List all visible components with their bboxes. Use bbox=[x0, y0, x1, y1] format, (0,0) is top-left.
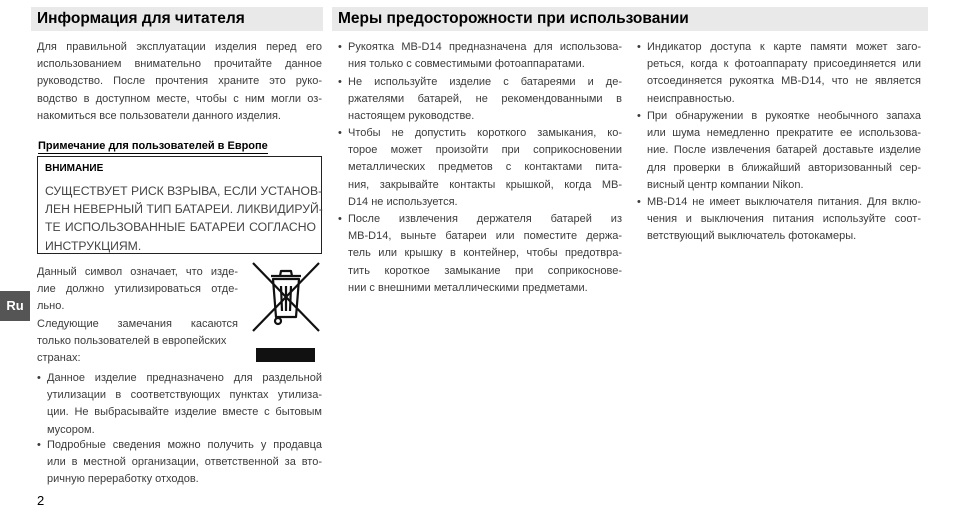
bullet-dot-icon: • bbox=[338, 213, 342, 225]
text-line: Данное изделие предназначено для раздельной bbox=[47, 372, 322, 384]
text-line: использованием внимательно прочитайте данное bbox=[37, 58, 322, 71]
text-line: D14 не используется. bbox=[348, 195, 458, 208]
crossed-out-wheelie-bin-icon bbox=[249, 259, 323, 335]
list-item bbox=[637, 194, 921, 246]
list-item bbox=[338, 39, 622, 73]
text-line: СУЩЕСТВУЕТ РИСК ВЗРЫВА, ЕСЛИ УСТАНОВ- bbox=[45, 184, 323, 198]
text-line: Индикатор доступа к карте памяти может заго- bbox=[647, 41, 921, 53]
text-line: ции. Не выбрасывайте изделие вместе с бытовым bbox=[47, 406, 322, 419]
bullet-dot-icon: • bbox=[338, 127, 342, 139]
eu-users-paragraph bbox=[37, 316, 238, 368]
text-line: ричную переработку отходов. bbox=[47, 473, 199, 486]
text-line: ТЕ ИСПОЛЬЗОВАННЫЕ БАТАРЕИ СОГЛАСНО bbox=[45, 220, 316, 235]
page-number: 2 bbox=[37, 493, 45, 508]
text-line: льно. bbox=[37, 300, 65, 313]
text-line: отсоединяется рукоятка MB-D14, что не является bbox=[647, 75, 921, 88]
text-line: висный центр компании Nikon. bbox=[647, 178, 804, 191]
text-line: мусором. bbox=[47, 423, 95, 436]
text-line: MB-D14, выньте батареи или поместите держа- bbox=[348, 230, 622, 243]
list-item bbox=[338, 74, 622, 126]
text-line: ния только с совместимыми фотоаппаратами. bbox=[348, 58, 585, 71]
text-line: или шума немедленно прекратите ее использова- bbox=[647, 127, 921, 140]
bullet-dot-icon: • bbox=[338, 76, 342, 88]
text-line: Для правильной эксплуатации изделия перед его bbox=[37, 41, 322, 53]
list-item bbox=[637, 39, 921, 108]
text-line: ние. После извлечения батарей доставьте изделие bbox=[647, 144, 921, 157]
list-item bbox=[338, 125, 622, 211]
text-line: утилизации в соответствующих пунктах утилиза- bbox=[47, 389, 322, 402]
text-line: или в местной организации, ответственной за вто- bbox=[47, 456, 322, 469]
list-item bbox=[37, 437, 322, 489]
bullet-dot-icon: • bbox=[37, 439, 41, 451]
list-item bbox=[637, 108, 921, 194]
text-line: ИНСТРУКЦИЯМ. bbox=[45, 238, 142, 253]
text-line: При обнаружении в рукоятке необычного запаха bbox=[647, 110, 921, 122]
text-line: MB-D14 не имеет выключателя питания. Для вклю- bbox=[647, 196, 921, 208]
text-line: странах: bbox=[37, 352, 81, 365]
list-item bbox=[338, 211, 622, 297]
text-line: только пользователей в европейских bbox=[37, 335, 227, 348]
text-line: настоящем руководстве. bbox=[348, 110, 475, 123]
text-line: для проверки в ближайший авторизованный сер- bbox=[647, 161, 921, 174]
warning-label: ВНИМАНИЕ bbox=[45, 163, 104, 174]
text-line: тель или крышку в контейнер, чтобы предотвра- bbox=[348, 247, 622, 260]
europe-note-title: Примечание для пользователей в Европе bbox=[38, 140, 268, 152]
section-header-precautions: Меры предосторожности при использовании bbox=[332, 7, 928, 31]
text-line: лие должно утилизироваться отде- bbox=[37, 283, 238, 296]
symbol-paragraph bbox=[37, 264, 238, 316]
text-line: ния, закрывайте контакты крышкой, когда MB- bbox=[348, 178, 622, 191]
text-line: ЛЕН НЕВЕРНЫЙ ТИП БАТАРЕИ. ЛИКВИДИРУЙ- bbox=[45, 202, 323, 217]
text-line: реться, когда к фотоаппарату присоединяется или bbox=[647, 58, 921, 71]
bullet-dot-icon: • bbox=[37, 372, 41, 384]
text-line: Следующие замечания касаются bbox=[37, 318, 238, 330]
bullet-dot-icon: • bbox=[637, 196, 641, 208]
text-line: Чтобы не допустить короткого замыкания, ко- bbox=[348, 127, 622, 139]
text-line: Не используйте изделие с батареями и де- bbox=[348, 76, 622, 88]
text-line: торое может произойти при соприкосновении bbox=[348, 144, 622, 157]
bullet-dot-icon: • bbox=[338, 41, 342, 53]
text-line: После извлечения держателя батарей из bbox=[348, 213, 622, 225]
text-line: нии с внешними металлическими предметами. bbox=[348, 281, 588, 294]
text-line: Данный символ означает, что изде- bbox=[37, 266, 238, 278]
black-bar-marker bbox=[256, 348, 315, 362]
text-line: металлических предметов с контактами пита- bbox=[348, 161, 622, 174]
text-line: накомиться все пользователи данного изделия. bbox=[37, 109, 281, 122]
text-line: ветствующий выключатель фотокамеры. bbox=[647, 230, 857, 243]
text-line: Подробные сведения можно получить у продавца bbox=[47, 439, 322, 451]
warning-box bbox=[37, 156, 322, 254]
list-item bbox=[37, 370, 322, 439]
bullet-dot-icon: • bbox=[637, 41, 641, 53]
text-line: неисправностью. bbox=[647, 92, 735, 105]
text-line: тить короткое замыкание при соприкоснове- bbox=[348, 264, 622, 277]
language-tab: Ru bbox=[0, 291, 30, 321]
text-line: руководство. После прочтения храните это руко- bbox=[37, 75, 322, 88]
intro-paragraph bbox=[37, 39, 322, 125]
text-line: водство в доступном месте, чтобы с ним могли оз- bbox=[37, 92, 322, 105]
warning-text bbox=[45, 182, 323, 255]
section-header-reader-info: Информация для читателя bbox=[31, 7, 323, 31]
bullet-dot-icon: • bbox=[637, 110, 641, 122]
text-line: чения и выключения питания используйте соот- bbox=[647, 213, 921, 226]
text-line: Рукоятка MB-D14 предназначена для использова- bbox=[348, 41, 622, 53]
text-line: ржателями батарей, не рекомендованными в bbox=[348, 93, 622, 106]
